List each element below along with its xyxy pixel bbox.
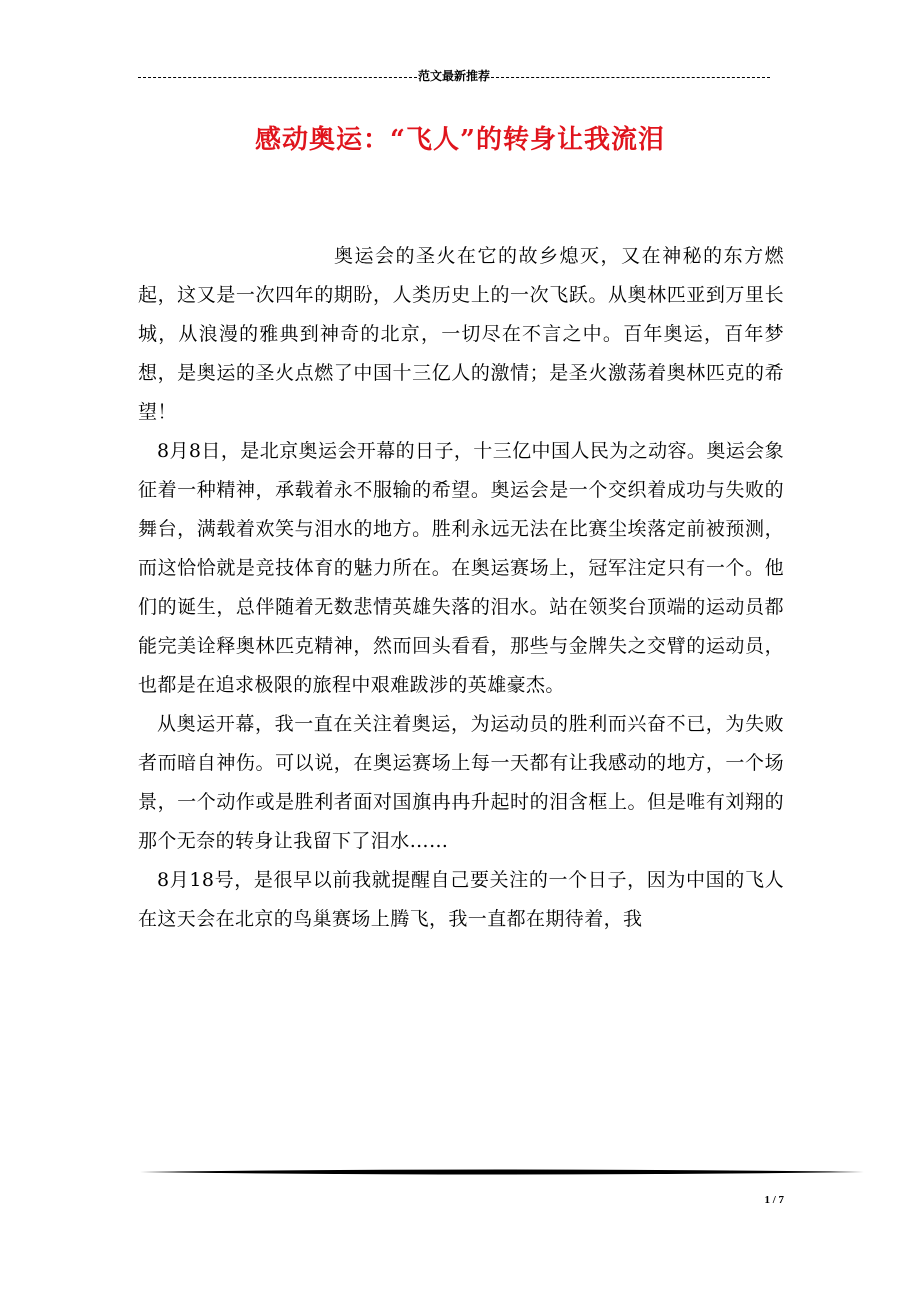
document-body xyxy=(138,237,784,939)
header-dashes-left xyxy=(138,77,417,78)
header-label: 范文最新推荐 xyxy=(418,69,491,83)
paragraph-4: 8月18号，是很早以前我就提醒自己要关注的一个日子，因为中国的飞人在这天会在北京的鸟巢赛场上腾飞，我一直都在期待着，我 xyxy=(138,869,784,930)
document-title: 感动奥运：“飞人”的转身让我流泪 xyxy=(255,125,665,155)
page-number: 1 / 7 xyxy=(764,1194,784,1206)
paragraph-1: 奥运会的圣火在它的故乡熄灭，又在神秘的东方燃起，这又是一次四年的期盼，人类历史上的一次飞跃。从奥林匹亚到万里长城，从浪漫的雅典到神奇的北京，一切尽在不言之中。百年奥运，百年梦想，是奥运的圣火点燃了中国十三亿人的激情；是圣火激荡着奥林匹克的希望！ xyxy=(138,245,784,423)
footer-rule xyxy=(140,1168,864,1176)
paragraph-3: 从奥运开幕，我一直在关注着奥运，为运动员的胜利而兴奋不已，为失败者而暗自神伤。可以说，在奥运赛场上每一天都有让我感动的地方，一个场景，一个动作或是胜利者面对国旗冉冉升起时的泪含框上。但是唯有刘翔的那个无奈的转身让我留下了泪水…… xyxy=(138,713,784,852)
page-header xyxy=(138,68,770,84)
header-dashes-right xyxy=(491,77,770,78)
paragraph-2: 8月8日，是北京奥运会开幕的日子，十三亿中国人民为之动容。奥运会象征着一种精神，承载着永不服输的希望。奥运会是一个交织着成功与失败的舞台，满载着欢笑与泪水的地方。胜利永远无法在比赛尘埃落定前被预测，而这恰恰就是竞技体育的魅力所在。在奥运赛场上，冠军注定只有一个。他们的诞生，总伴随着无数悲情英雄失落的泪水。站在领奖台顶端的运动员都能完美诠释奥林匹克精神，然而回头看看，那些与金牌失之交臂的运动员，也都是在追求极限的旅程中艰难跋涉的英雄豪杰。 xyxy=(138,440,784,696)
